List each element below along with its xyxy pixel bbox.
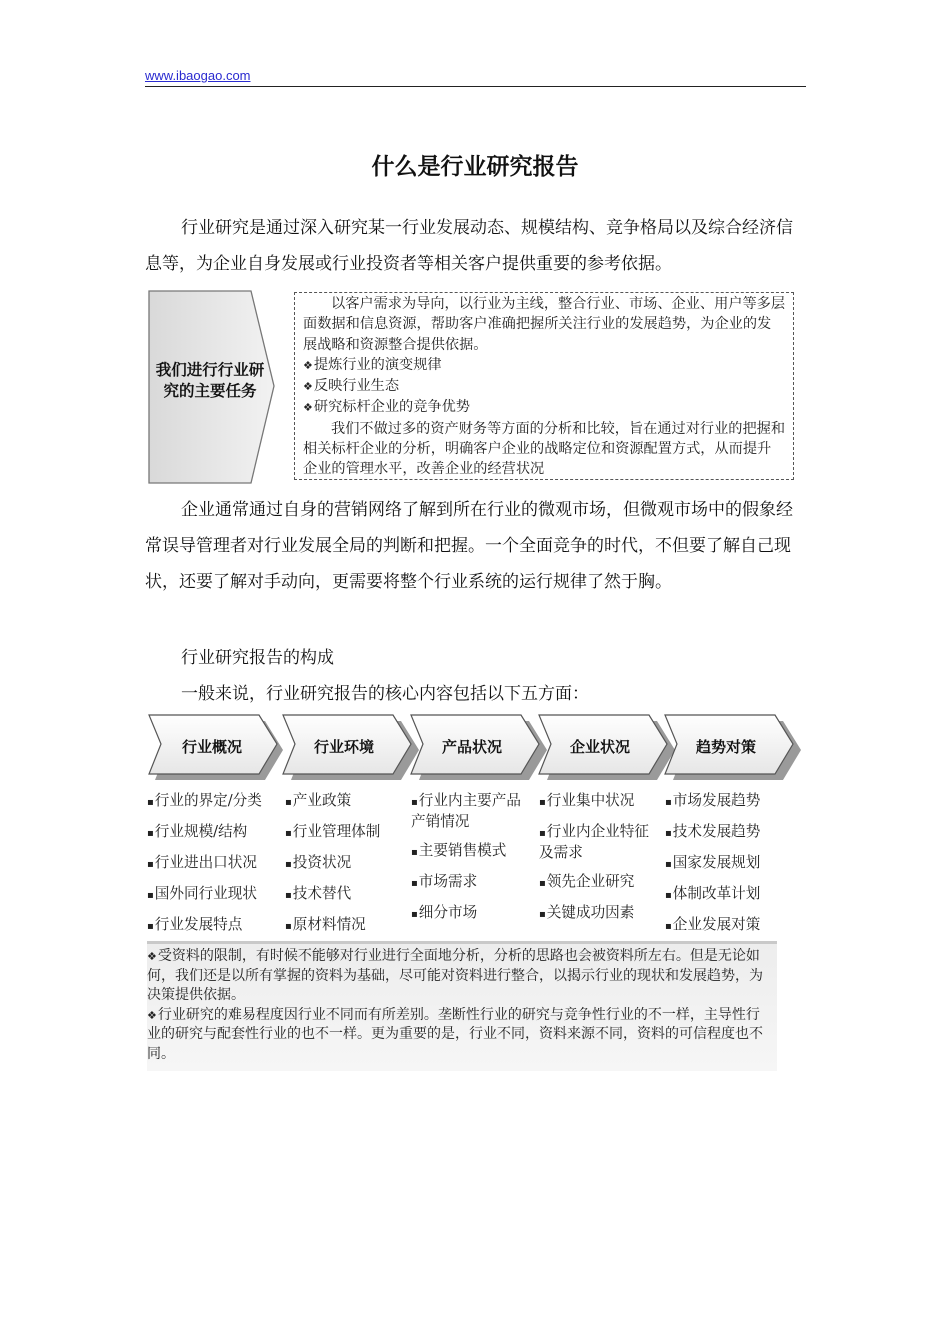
column-industry-environment [285, 791, 405, 946]
list-item: ▪ 行业规模/结构 [147, 822, 283, 843]
heading-industry-overview: 行业概况 [181, 738, 242, 756]
list-item: ▪ 行业进出口状况 [147, 853, 283, 874]
heading-product-status: 产品状况 [441, 738, 502, 756]
list-item: ▪ 关键成功因素 [539, 903, 657, 924]
research-tasks-figure [148, 290, 798, 485]
page-title: 什么是行业研究报告 [371, 154, 579, 180]
list-item: ▪ 市场发展趋势 [665, 791, 793, 812]
website-link[interactable]: www.ibaogao.com [145, 68, 251, 83]
tasks-intro-text: 以客户需求为导向，以行业为主线，整合行业、市场、企业、用户等多层面数据和信息资源，帮助客户准确把握所关注行业的发展趋势，为企业的发展战略和资源整合提供依据。 [303, 296, 786, 353]
paragraph-composition-heading: 行业研究报告的构成 [181, 648, 334, 668]
task-item: ❖ 研究标杆企业的竞争优势 [303, 397, 785, 418]
list-item: ▪ 市场需求 [411, 872, 529, 893]
list-item: ▪ 行业发展特点 [147, 915, 283, 936]
intro-paragraph: 行业研究是通过深入研究某一行业发展动态、规模结构、竞争格局以及综合经济信息等，为企业自身发展或行业投资者等相关客户提供重要的参考依据。 [145, 218, 793, 274]
list-item: ▪ 行业的界定/分类 [147, 791, 283, 812]
list-item: ▪ 原材料情况 [285, 915, 405, 936]
list-item: ▪ 国家发展规划 [665, 853, 793, 874]
list-item: ▪ 体制改革计划 [665, 884, 793, 905]
list-item: ▪ 细分市场 [411, 903, 529, 924]
note-item: ❖ 行业研究的难易程度因行业不同而有所差别。垄断性行业的研究与竞争性行业的不一样，主导性行业的研究与配套性行业的也不一样。更为重要的是，行业不同，资料来源不同，资料的可信程度也不同。 [147, 1006, 771, 1065]
list-item: ▪ 产业政策 [285, 791, 405, 812]
column-enterprise-status [539, 791, 657, 934]
list-item: ▪ 领先企业研究 [539, 872, 657, 893]
task-item: ❖ 反映行业生态 [303, 376, 785, 397]
list-item: ▪ 投资状况 [285, 853, 405, 874]
header-divider [145, 86, 806, 87]
task-item: ❖ 提炼行业的演变规律 [303, 355, 785, 376]
report-structure-figure [147, 713, 807, 1073]
list-item: ▪ 行业管理体制 [285, 822, 405, 843]
list-item: ▪ 技术替代 [285, 884, 405, 905]
tasks-summary-text: 我们不做过多的资产财务等方面的分析和比较，旨在通过对行业的把握和相关标杆企业的分析，明确客户企业的战略定位和资源配置方式，从而提升企业的管理水平，改善企业的经营状况 [303, 420, 786, 478]
list-item: ▪ 国外同行业现状 [147, 884, 283, 905]
column-trends-strategies [665, 791, 793, 946]
tasks-label: 我们进行行业研究的主要任务 [155, 361, 265, 400]
figure-notes [147, 941, 777, 1071]
list-item: ▪ 主要销售模式 [411, 841, 529, 862]
tasks-description-box [294, 292, 794, 480]
heading-trends-strategies: 趋势对策 [695, 738, 756, 756]
paragraph-five-aspects: 一般来说，行业研究报告的核心内容包括以下五方面： [181, 684, 589, 704]
list-item: ▪ 行业内主要产品产销情况 [411, 791, 529, 831]
list-item: ▪ 行业内企业特征及需求 [539, 822, 657, 862]
tasks-arrow-box [148, 290, 276, 483]
list-item: ▪ 技术发展趋势 [665, 822, 793, 843]
heading-industry-environment: 行业环境 [313, 738, 374, 756]
list-item: ▪ 行业集中状况 [539, 791, 657, 812]
list-item: ▪ 企业发展对策 [665, 915, 793, 936]
column-product-status [411, 791, 529, 934]
heading-enterprise-status: 企业状况 [569, 738, 630, 756]
note-item: ❖ 受资料的限制，有时候不能够对行业进行全面地分析，分析的思路也会被资料所左右。但是无论如何，我们还是以所有掌握的资料为基础，尽可能对资料进行整合，以揭示行业的现状和发展趋势，为决策提供依据。 [147, 947, 771, 1006]
column-industry-overview [147, 791, 283, 946]
paragraph-market: 企业通常通过自身的营销网络了解到所在行业的微观市场，但微观市场中的假象经常误导管理者对行业发展全局的判断和把握。一个全面竞争的时代，不但要了解自己现状，还要了解对手动向，更需要将整个行业系统的运行规律了然于胸。 [145, 500, 793, 592]
